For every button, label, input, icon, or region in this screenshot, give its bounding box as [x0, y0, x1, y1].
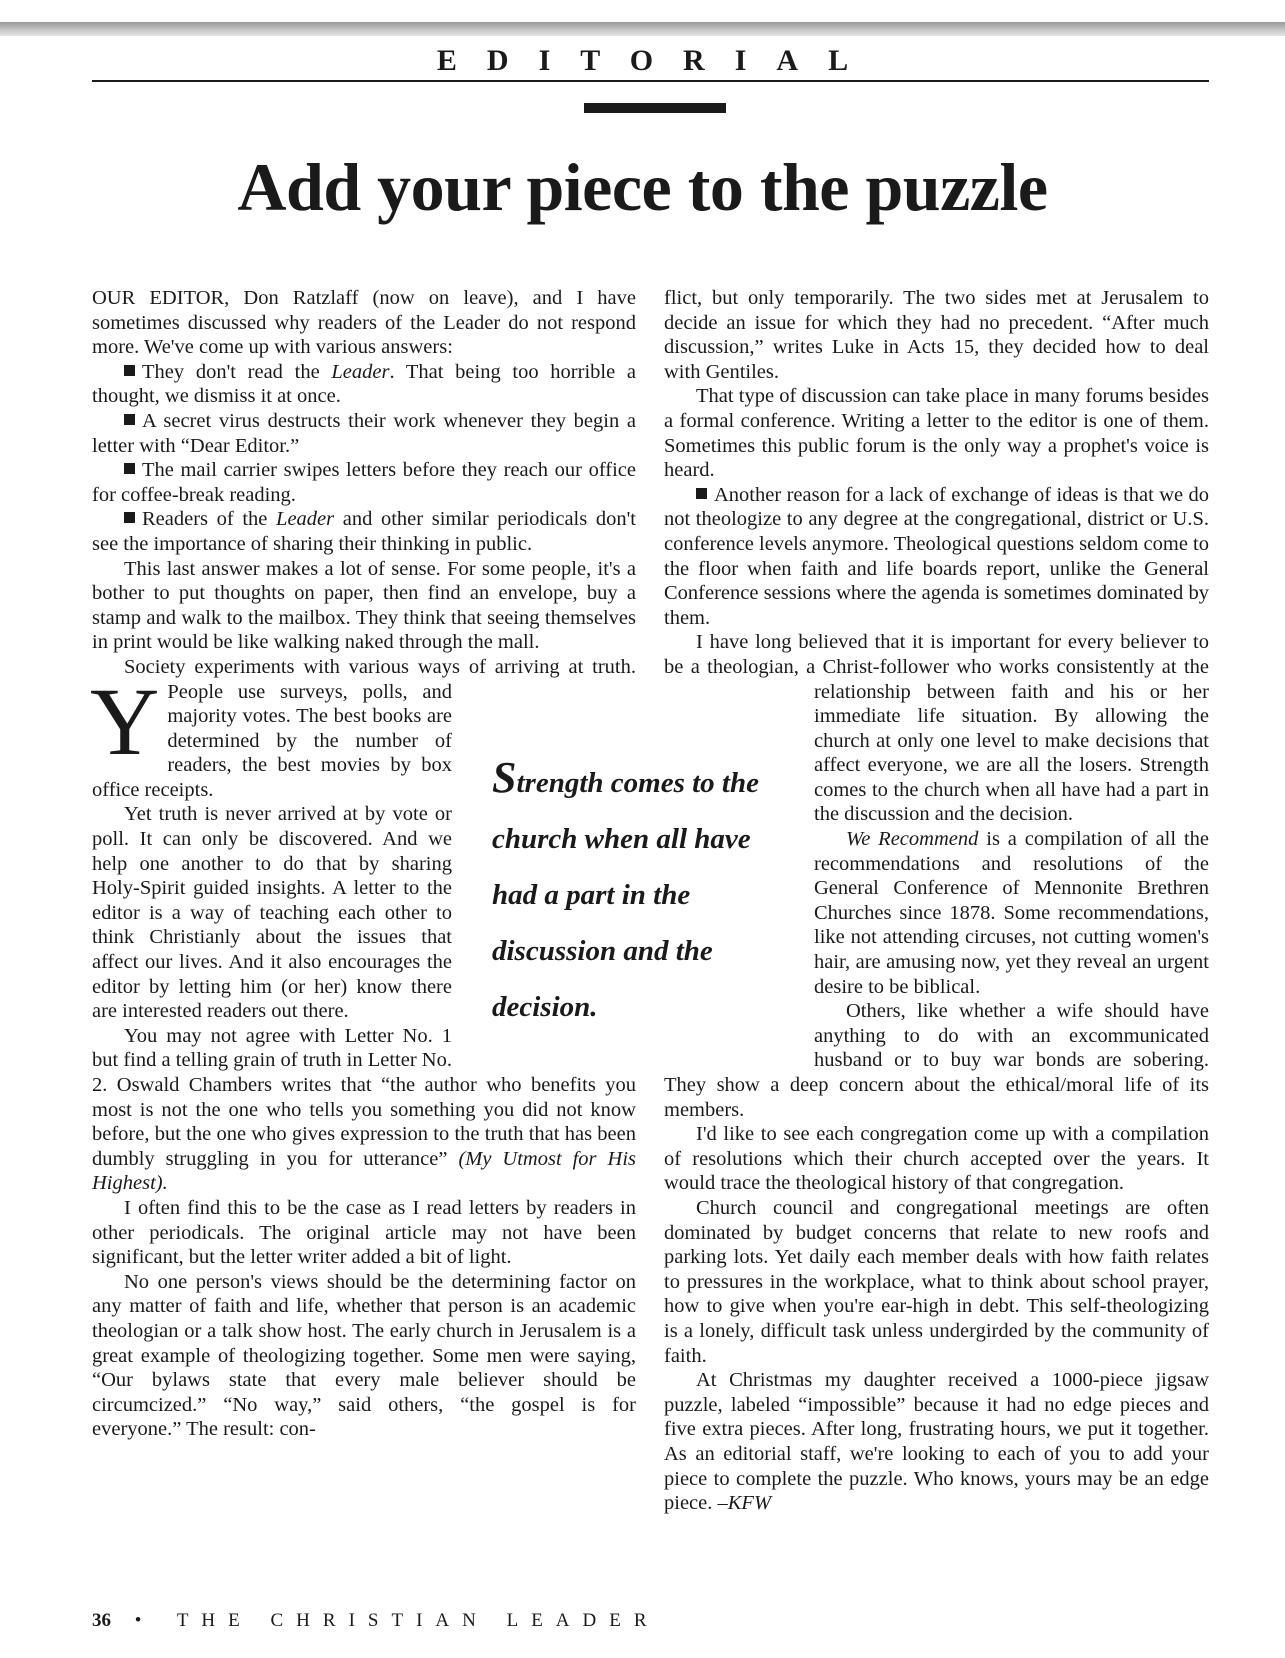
title-accent-bar: [584, 103, 726, 113]
paragraph: You may not agree with Letter No. 1 but find a telling grain of truth in Letter No. 2. Oswald Chambers writes that “the author who benefits you most is not the one who tells you something you did not know before, but the one who gives expression to the truth that has been dumbly struggling in you for utterance” (My Utmost for His Highest).: [92, 1024, 636, 1195]
paragraph: Church council and congregational meetings are often dominated by budget concerns that relate to new roofs and parking lots. Yet daily each member deals with how faith relates to pressures in the workplace, what to think about school prayer, how to give when you're ear-high in debt. This self-theologizing is a lonely, difficult task unless undergirded by the community of faith.: [664, 1196, 1209, 1367]
page-number: 36: [92, 1610, 111, 1631]
footer-separator: •: [134, 1610, 142, 1631]
bullet-item: A secret virus destructs their work whenever they begin a letter with “Dear Editor.”: [92, 409, 636, 457]
square-bullet-icon: [124, 463, 135, 474]
paragraph: This last answer makes a lot of sense. For some people, it's a bother to put thoughts on paper, then find an envelope, buy a stamp and walk to the mailbox. They think that seeing themselves in print would be like walking naked through the mall.: [92, 557, 636, 654]
paragraph: Y OUR EDITOR, Don Ratzlaff (now on leave), and I have sometimes discussed why readers of the Leader do not respond more. We've come up with various answers:: [90, 287, 636, 775]
square-bullet-icon: [124, 512, 135, 523]
paragraph: At Christmas my daughter received a 1000-piece jigsaw puzzle, labeled “impossible” because it had no edge pieces and five extra pieces. After long, frustrating hours, we put it together. As an editorial staff, we're looking to each of you to add your piece to complete the puzzle. Who knows, yours may be an edge piece. –KFW: [664, 1369, 1209, 1515]
bullet-item: The mail carrier swipes letters before they reach our office for coffee-break reading.: [92, 459, 636, 506]
pull-quote: Strength comes to the church when all have had a part in the discussion and the decision.: [492, 753, 759, 1023]
top-gray-strip: [0, 22, 1285, 36]
paragraph: Society experiments with various ways of arriving at truth. People use surveys, polls, and majority votes. The best books are determined by the number of readers, the best movies by box office receipts.: [92, 655, 636, 801]
publication-name: THE CHRISTIAN LEADER: [176, 1610, 660, 1631]
section-label: EDITORIAL: [436, 44, 879, 77]
paragraph: I'd like to see each congregation come up with a compilation of resolutions which their church accepted over the years. It would trace the theological history of that congregation.: [664, 1123, 1209, 1195]
page-footer: [92, 1610, 660, 1632]
square-bullet-icon: [124, 365, 135, 376]
paragraph: That type of discussion can take place in many forums besides a formal conference. Writing a letter to the editor is one of them. Sometimes this public forum is the only way a prophet's voice is heard.: [664, 385, 1209, 482]
paragraph: I have long believed that it is important for every believer to be a theologian, a Christ-follower who works consistently at the relationship between faith and his or her immediate life situation. By allowing the church at only one level to make decisions that affect everyone, we are all the losers. Strength comes to the church when all have had a part in the discussion and the decision.: [664, 631, 1209, 826]
paragraph: I often find this to be the case as I read letters by readers in other periodicals. The original article may not have been significant, but the letter writer added a bit of light.: [92, 1196, 636, 1269]
square-bullet-icon: [124, 414, 135, 425]
paragraph: flict, but only temporarily. The two sides met at Jerusalem to decide an issue for which they had no precedent. “After much discussion,” writes Luke in Acts 15, they decided how to deal with Gentiles.: [664, 287, 1209, 383]
bullet-item: They don't read the Leader. That being too horrible a thought, we dismiss it at once.: [92, 360, 636, 408]
section-rule: [92, 80, 1209, 82]
square-bullet-icon: [696, 488, 707, 499]
drop-cap: Y: [90, 668, 160, 775]
paragraph: Yet truth is never arrived at by vote or poll. It can only be discovered. And we help one another to do that by sharing Holy-Spirit guided insights. A letter to the editor is a way of teaching each other to think Christianly about the issues that affect our lives. And it also encourages the editor by letting him (or her) know there are interested readers out there.: [92, 803, 452, 1023]
signature: –KFW: [717, 1492, 772, 1515]
paragraph: We Recommend is a compilation of all the recommendations and resolutions of the General Conference of Mennonite Brethren Churches since 1878. Some recommendations, like not attending circuses, not cutting women's hair, are amusing now, yet they reveal an urgent desire to be biblical.: [814, 828, 1209, 998]
headline: Add your piece to the puzzle: [237, 149, 1048, 225]
paragraph: Others, like whether a wife should have anything to do with an excommunicated husband or to buy war bonds are sobering. They show a deep concern about the ethical/moral life of its members.: [664, 1000, 1209, 1121]
bullet-item: Readers of the Leader and other similar periodicals don't see the importance of sharing their thinking in public.: [92, 508, 637, 555]
bullet-item: Another reason for a lack of exchange of ideas is that we do not theologize to any degree at the congregational, district or U.S. conference levels anymore. Theological questions seldom come to the floor when faith and life boards report, unlike the General Conference sessions where the agenda is sometimes dominated by them.: [664, 483, 1209, 629]
paragraph: No one person's views should be the determining factor on any matter of faith and life, whether that person is an academic theologian or a talk show host. The early church in Jerusalem is a great example of theologizing together. Some men were saying, “Our bylaws state that every male believer should be circumcized.” “No way,” said others, “the gospel is for everyone.” The result: con-: [92, 1270, 636, 1441]
